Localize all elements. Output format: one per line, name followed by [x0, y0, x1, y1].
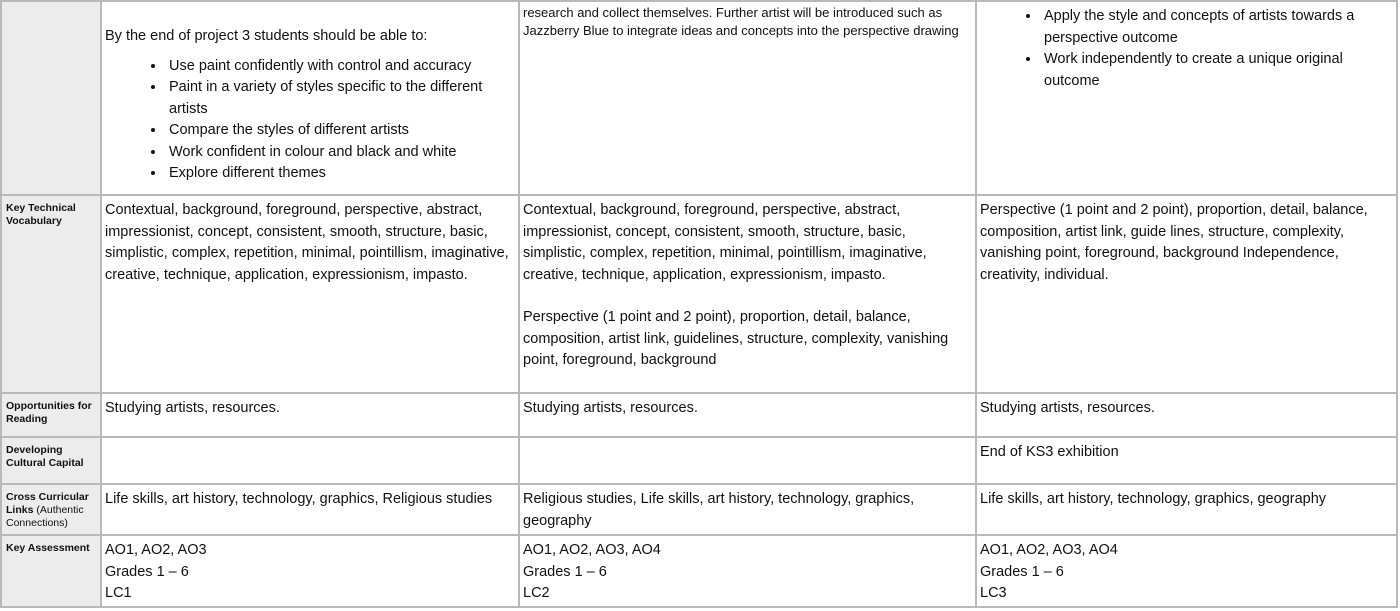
list-item: • Apply the style and concepts of artists towards a perspective outcome: [1041, 6, 1393, 49]
vocabulary-row: [1, 195, 1397, 393]
outcomes-cell-project-1: [101, 1, 519, 195]
reading-row-header: Opportunities for Reading: [1, 393, 101, 437]
list-item: • Explore different themes: [166, 163, 515, 185]
cross-curricular-label: Cross Curricular Links: [6, 491, 89, 516]
vocabulary-row-header: Key Technical Vocabulary: [1, 195, 101, 393]
reading-cell: Studying artists, resources.: [519, 393, 976, 437]
vocabulary-cell: [101, 195, 519, 393]
assessment-cell: [101, 535, 519, 607]
assessment-grades: Grades 1 – 6: [105, 563, 189, 580]
assessment-grades: Grades 1 – 6: [523, 563, 607, 580]
cultural-cell: [519, 437, 976, 484]
outcomes-cell-project-3: [976, 1, 1397, 195]
cultural-row: [1, 437, 1397, 484]
cultural-cell: [101, 437, 519, 484]
outcomes-row: [1, 1, 1397, 195]
assessment-lc: LC1: [105, 585, 132, 601]
cultural-row-header: Developing Cultural Capital: [1, 437, 101, 484]
reading-cell: Studying artists, resources.: [101, 393, 519, 437]
outcomes-row-header: [1, 1, 101, 195]
assessment-aos: AO1, AO2, AO3: [105, 542, 207, 558]
outcomes-list: [105, 56, 515, 185]
assessment-row: [1, 535, 1397, 607]
list-item: • Work confident in colour and black and white: [166, 142, 515, 164]
vocabulary-text: Contextual, background, foreground, perspective, abstract, impressionist, concept, consistent, smooth, structure, basic, simplistic, complex, repetition, minimal, pointillism, imaginative, creative, technique, application, expressionism, impasto.: [105, 202, 509, 283]
cross-curricular-cell: Life skills, art history, technology, graphics, Religious studies: [101, 484, 519, 535]
vocabulary-cell: [519, 195, 976, 393]
reading-cell: Studying artists, resources.: [976, 393, 1397, 437]
outcomes-list: [980, 6, 1393, 92]
outcomes-intro: By the end of project 3 students should be able to:: [105, 28, 428, 44]
cross-curricular-cell: Religious studies, Life skills, art history, technology, graphics, geography: [519, 484, 976, 535]
cultural-cell: End of KS3 exhibition: [976, 437, 1397, 484]
cross-curricular-sublabel: (Authentic Connections): [6, 504, 84, 529]
outcomes-cell-project-2: [519, 1, 976, 195]
cross-curricular-row: [1, 484, 1397, 535]
assessment-aos: AO1, AO2, AO3, AO4: [523, 542, 661, 558]
cross-curricular-cell: Life skills, art history, technology, graphics, geography: [976, 484, 1397, 535]
list-item: • Work independently to create a unique original outcome: [1041, 49, 1393, 92]
assessment-lc: LC3: [980, 585, 1007, 601]
assessment-lc: LC2: [523, 585, 550, 601]
assessment-grades: Grades 1 – 6: [980, 563, 1064, 580]
reading-row: [1, 393, 1397, 437]
vocabulary-text: Contextual, background, foreground, perspective, abstract, impressionist, concept, consistent, smooth, structure, basic, simplistic, complex, repetition, minimal, pointillism, imaginative, creative, technique, application, expressionism, impasto.: [523, 202, 927, 283]
assessment-row-header: Key Assessment: [1, 535, 101, 607]
vocabulary-text: Perspective (1 point and 2 point), proportion, detail, balance, composition, artist link, guidelines, structure, complexity, vanishing point, foreground, background: [523, 309, 949, 368]
assessment-cell: [976, 535, 1397, 607]
vocabulary-cell: [976, 195, 1397, 393]
list-item: • Use paint confidently with control and accuracy: [166, 56, 515, 78]
list-item: • Paint in a variety of styles specific to the different artists: [166, 77, 515, 120]
assessment-cell: [519, 535, 976, 607]
cross-curricular-row-header: [1, 484, 101, 535]
assessment-aos: AO1, AO2, AO3, AO4: [980, 542, 1118, 558]
outcomes-text: research and collect themselves. Further artist will be introduced such as Jazzberry Blue to integrate ideas and concepts into the perspective drawing: [523, 5, 959, 38]
list-item: • Compare the styles of different artists: [166, 120, 515, 142]
vocabulary-text: Perspective (1 point and 2 point), proportion, detail, balance, composition, artist link, guide lines, structure, complexity, vanishing point, foreground, background Independence, creativity, individual.: [980, 202, 1368, 283]
